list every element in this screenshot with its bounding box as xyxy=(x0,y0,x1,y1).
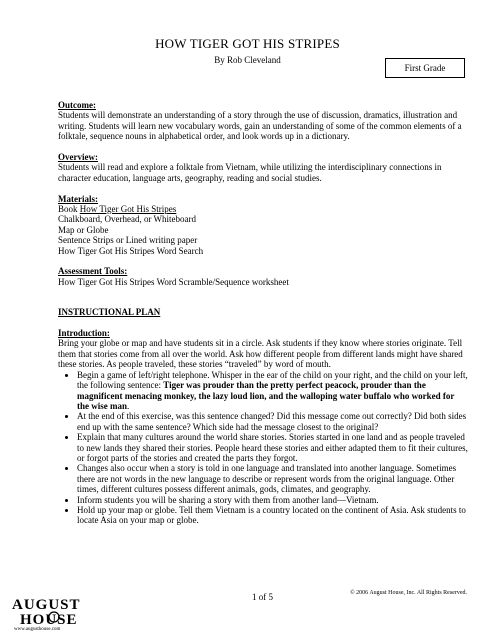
list-item: • Inform students you will be sharing a story with them from another land—Vietnam. xyxy=(77,495,468,505)
list-item: • Changes also occur when a story is told in one language and translated into another language. Sometimes there are not words in the new language to describe or represent words from the original language. Other times, different cultures possess different animals, gods, climates, and geography. xyxy=(77,463,468,494)
bullet1-end: . xyxy=(127,400,130,411)
page-number: 1 of 5 xyxy=(252,592,273,602)
document-body xyxy=(58,100,468,526)
outcome-heading: Outcome: xyxy=(58,100,96,110)
publisher-url: www.augusthouse.com xyxy=(14,627,61,632)
materials-book-title: How Tiger Got His Stripes xyxy=(79,204,177,215)
outcome-text: Students will demonstrate an understanding of a story through the use of discussion, dramatics, illustration and writing. Students will learn new vocabulary words, gain an understanding of some of the common elements of a folktale, sequence nouns in alphabetical order, and look words up in a dictionary. xyxy=(58,110,462,142)
materials-heading: Materials: xyxy=(58,193,98,204)
copyright-notice: © 2006 August House, Inc. All Rights Reserved. xyxy=(350,590,467,596)
assessment-heading: Assessment Tools: xyxy=(58,266,128,277)
telephone-sentence: Tiger was prouder than the pretty perfect peacock, prouder than the magnificent menacing monkey, the lazy loud lion, and the walloping water buffalo who worked for the wise man xyxy=(77,380,455,411)
introduction-heading: Introduction: xyxy=(58,328,110,339)
introduction-list xyxy=(58,370,468,526)
author-byline: By Rob Cleveland xyxy=(214,55,281,65)
materials-item: How Tiger Got His Stripes Word Search xyxy=(58,245,204,256)
materials-item: Chalkboard, Overhead, or Whiteboard xyxy=(58,214,197,225)
list-item: • Hold up your map or globe. Tell them Vietnam is a country located on the continent of Asia. Ask students to locate Asia on your map or globe. xyxy=(77,505,468,526)
materials-book-prefix: Book xyxy=(58,204,80,215)
overview-text: Students will read and explore a folktale from Vietnam, while utilizing the interdisciplinary connections in character education, language arts, geography, reading and social studies. xyxy=(58,162,442,183)
document-title: HOW TIGER GOT HIS STRIPES xyxy=(155,36,340,51)
list-item: • Explain that many cultures around the world share stories. Stories started in one land and as people traveled to new lands they shared their stories. People heard these stories and either adapted them to fit their cultures, or forgot parts of the stories and created the parts they forgot. xyxy=(77,432,468,463)
overview-heading: Overview: xyxy=(58,152,98,163)
grade-level-box xyxy=(385,58,465,78)
materials-book xyxy=(58,204,468,214)
assessment-text: How Tiger Got His Stripes Word Scramble/Sequence worksheet xyxy=(58,276,289,287)
bullet1-text: Begin a game of left/right telephone. Whisper in the ear of the child on your right, and the child on your left, the following sentence: xyxy=(77,369,468,391)
materials-item: Map or Globe xyxy=(58,224,109,235)
logo-line1: AUGUST xyxy=(12,597,81,613)
logo-mark-icon xyxy=(10,596,128,626)
introduction-text: Bring your globe or map and have students sit in a circle. Ask students if they know where stories originate. Tell them that stories come from all over the world. Ask how different people from different lands might have shared these stories. As people traveled, these stories “traveled” by word of mouth. xyxy=(58,338,463,370)
list-item: • At the end of this exercise, was this sentence changed? Did this message come out correctly? Did both sides end up with the same sentence? Which side had the message closest to the original? xyxy=(77,411,468,432)
logo-line2: HOUSE xyxy=(20,612,78,626)
materials-item: Sentence Strips or Lined writing paper xyxy=(58,235,198,246)
grade-level-label: First Grade xyxy=(404,63,446,73)
list-item xyxy=(77,370,468,412)
instructional-plan-heading: INSTRUCTIONAL PLAN xyxy=(58,307,161,318)
